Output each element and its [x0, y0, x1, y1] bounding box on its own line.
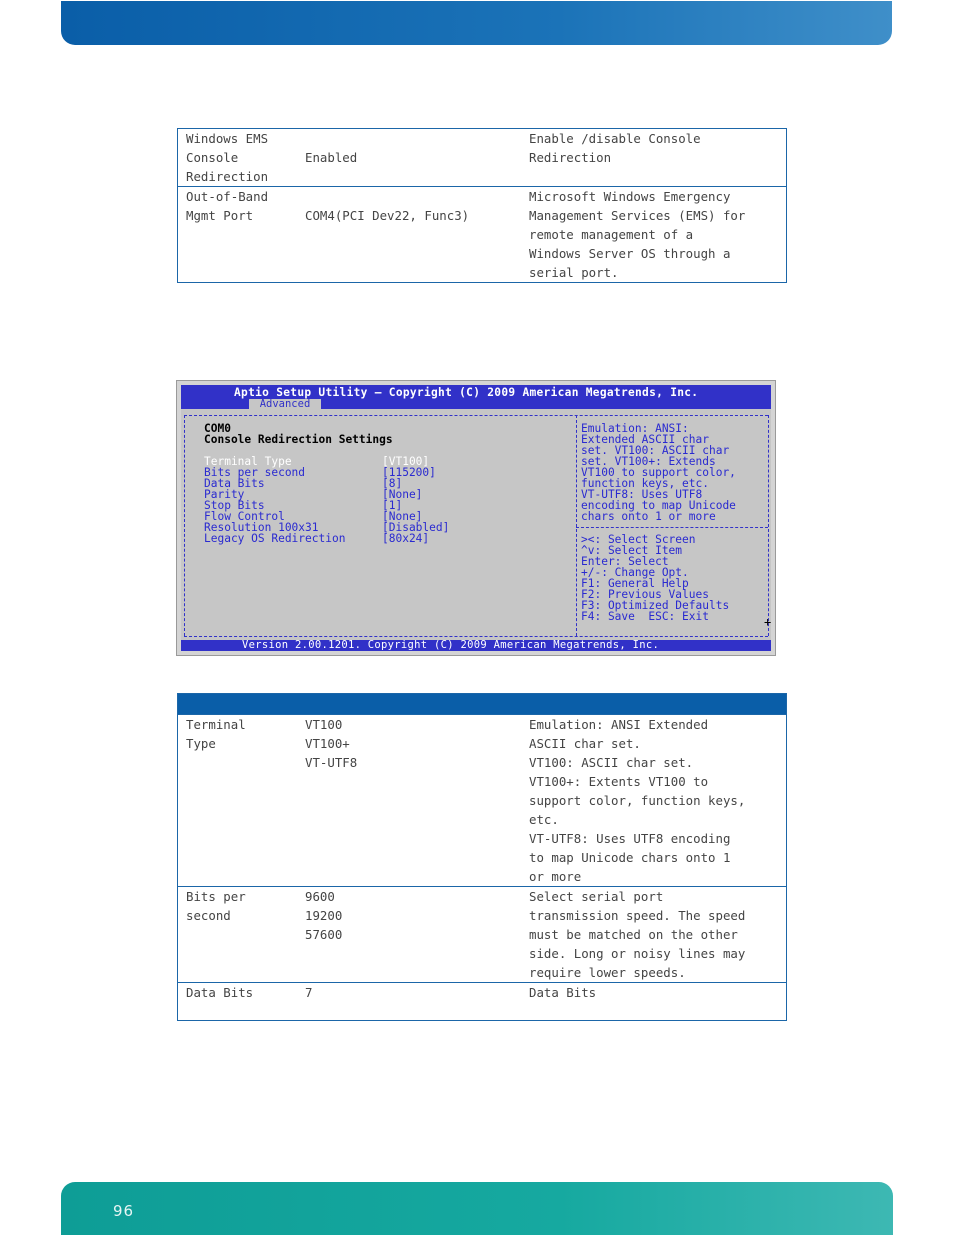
bios-screen [181, 385, 771, 651]
setting-cell: Bits per second [178, 887, 298, 983]
bios-value-bits-per-second[interactable]: [115200] [382, 466, 436, 479]
description-cell: Emulation: ANSI Extended ASCII char set. VT100: ASCII char set. VT100+: Extents VT100 to support color, function keys, etc. VT-UTF8: Uses UTF8 encoding to map Unicode chars onto 1 or more [521, 715, 787, 887]
bios-key-hint: F3: Optimized Defaults [581, 599, 730, 612]
bios-key-hint: F2: Previous Values [581, 588, 709, 601]
bios-value-parity[interactable]: [None] [382, 488, 423, 501]
table-row [178, 715, 787, 887]
setting-cell: Terminal Type [178, 715, 298, 887]
bios-footer [181, 640, 771, 651]
bios-key-hint: Enter: Select [581, 555, 669, 568]
bios-item-terminal-type[interactable]: Terminal Type [204, 455, 292, 468]
description-cell: Select serial port transmission speed. The speed must be matched on the other side. Long or noisy lines may require lower speeds. [521, 887, 787, 983]
bios-heading-settings: Console Redirection Settings [204, 433, 393, 446]
bios-item-data-bits[interactable]: Data Bits [204, 477, 265, 490]
bios-help-divider [576, 527, 768, 528]
bios-key-hint: F4: Save ESC: Exit [581, 610, 709, 623]
bios-heading-com: COM0 [204, 422, 231, 435]
table-row [178, 187, 787, 283]
setting-cell: Windows EMS Console Redirection [178, 129, 298, 187]
bios-item-bits-per-second[interactable]: Bits per second [204, 466, 306, 479]
bios-help-line: set. VT100+: Extends [581, 455, 716, 468]
options-cell: Enabled [297, 129, 521, 187]
bios-value-resolution[interactable]: [Disabled] [382, 521, 450, 534]
description-cell: Microsoft Windows Emergency Management Services (EMS) for remote management of a Windows Server OS through a serial port. [521, 187, 787, 283]
bios-value-flow-control[interactable]: [None] [382, 510, 423, 523]
footer-banner [61, 1182, 893, 1235]
bios-pane-divider [576, 415, 577, 636]
options-cell: 9600 19200 57600 [297, 887, 521, 983]
bios-help-line: function keys, etc. [581, 477, 709, 490]
page-number: 96 [113, 1202, 135, 1220]
table-row [178, 129, 787, 187]
bios-help-line: Emulation: ANSI: [581, 422, 689, 435]
bios-value-terminal-type[interactable]: [VT100] [382, 455, 430, 468]
bios-frame-bottom [184, 636, 768, 637]
bios-item-flow-control[interactable]: Flow Control [204, 510, 285, 523]
bios-key-hint: ><: Select Screen [581, 533, 696, 546]
bios-value-legacy-os[interactable]: [80x24] [382, 532, 430, 545]
bios-help-line: VT100 to support color, [581, 466, 736, 479]
bios-key-hint: F1: General Help [581, 577, 689, 590]
ems-settings-table [177, 128, 787, 283]
bios-item-legacy-os[interactable]: Legacy OS Redirection [204, 532, 346, 545]
bios-key-hint: ^v: Select Item [581, 544, 683, 557]
bios-key-hint: +/-: Change Opt. [581, 566, 689, 579]
bios-value-data-bits[interactable]: [8] [382, 477, 403, 490]
plus-icon: + [764, 615, 771, 629]
table-row [178, 887, 787, 983]
description-cell: Data Bits [521, 983, 787, 1021]
bios-frame-left [184, 415, 185, 636]
header-banner [61, 1, 892, 45]
tab-advanced[interactable]: Advanced [249, 399, 321, 410]
bios-help-line: set. VT100: ASCII char [581, 444, 730, 457]
options-cell: COM4(PCI Dev22, Func3) [297, 187, 521, 283]
bios-frame-right [768, 415, 769, 636]
console-redirection-table [177, 693, 787, 1021]
bios-help-line: VT-UTF8: Uses UTF8 [581, 488, 703, 501]
bios-item-resolution[interactable]: Resolution 100x31 [204, 521, 319, 534]
bios-help-line: Extended ASCII char [581, 433, 709, 446]
table-header [178, 694, 787, 715]
bios-frame-top [184, 415, 768, 416]
bios-version: Version 2.00.1201. Copyright (C) 2009 American Megatrends, Inc. [242, 639, 660, 651]
setting-cell: Out-of-Band Mgmt Port [178, 187, 298, 283]
bios-value-stop-bits[interactable]: [1] [382, 499, 403, 512]
bios-item-stop-bits[interactable]: Stop Bits [204, 499, 265, 512]
setting-cell: Data Bits [178, 983, 298, 1021]
table-row [178, 983, 787, 1021]
bios-screenshot [176, 380, 776, 656]
bios-help-line: chars onto 1 or more [581, 510, 716, 523]
options-cell: 7 [297, 983, 521, 1021]
description-cell: Enable /disable Console Redirection [521, 129, 787, 187]
bios-item-parity[interactable]: Parity [204, 488, 245, 501]
bios-help-line: encoding to map Unicode [581, 499, 736, 512]
bios-title: Aptio Setup Utility – Copyright (C) 2009 American Megatrends, Inc. [234, 386, 699, 399]
options-cell: VT100 VT100+ VT-UTF8 [297, 715, 521, 887]
